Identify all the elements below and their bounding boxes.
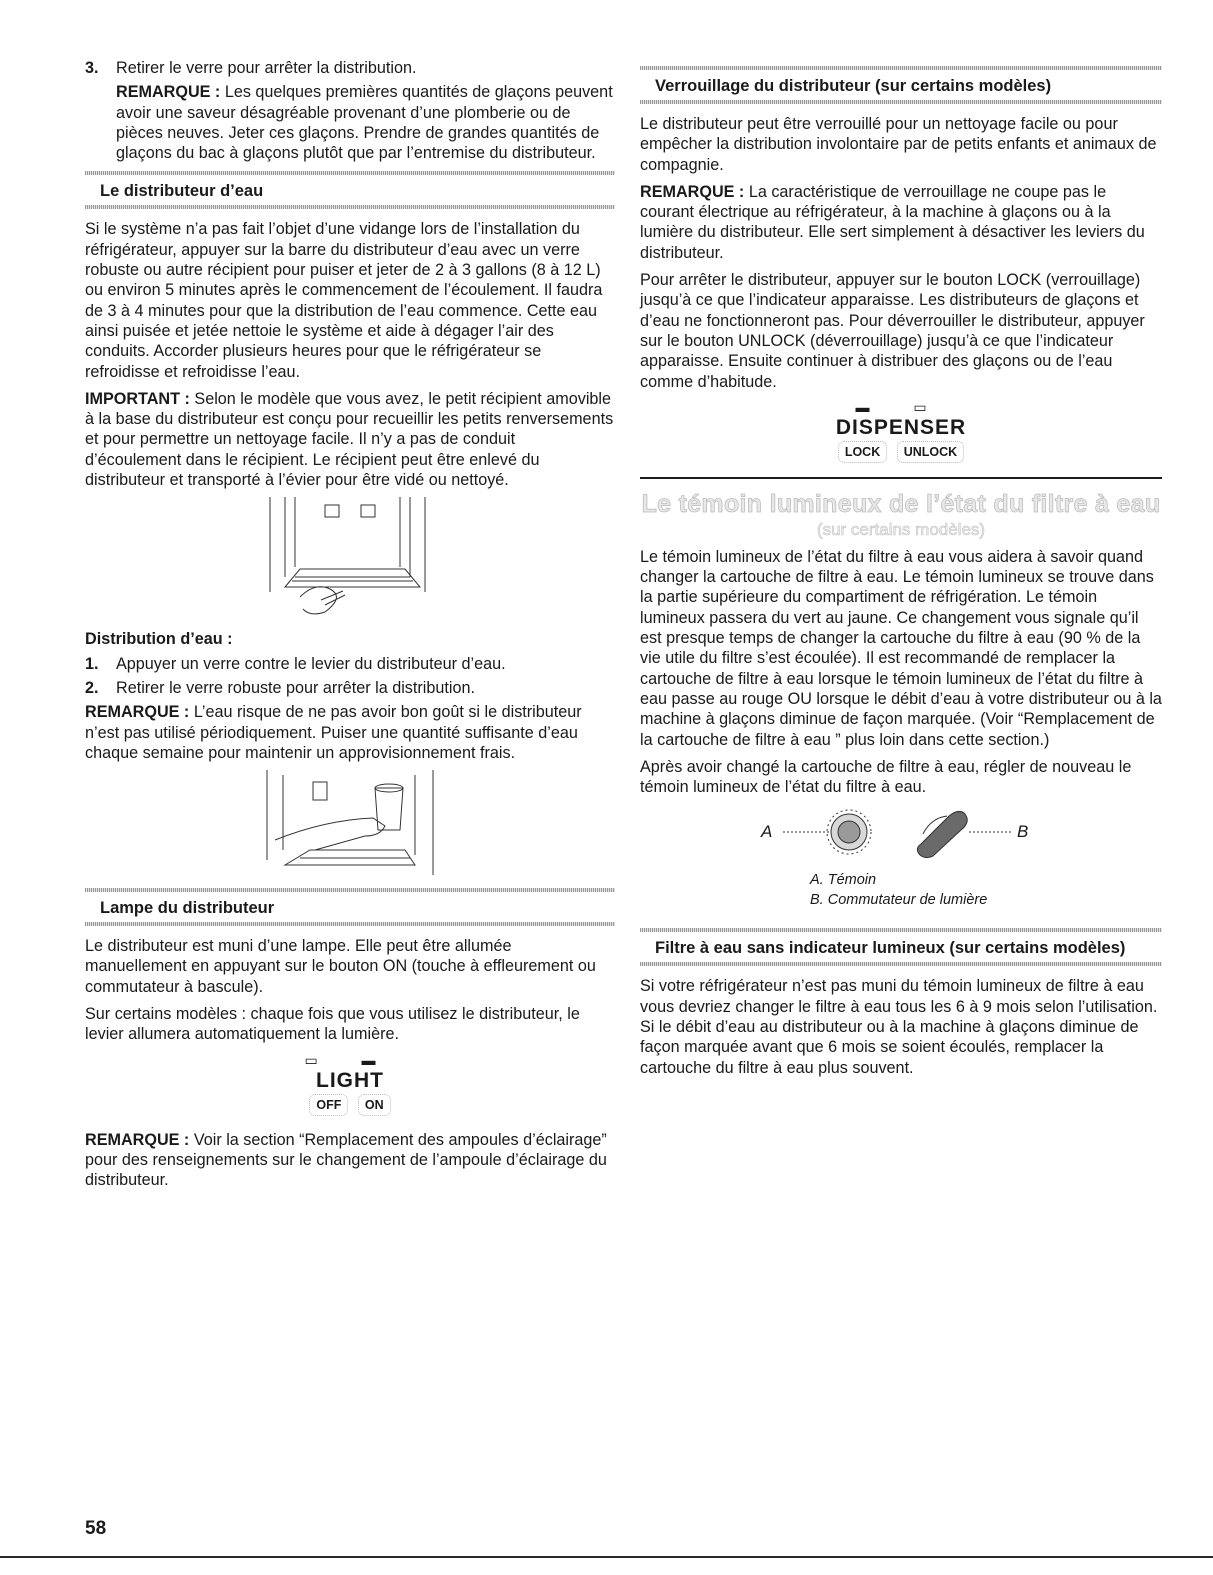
step-3: [85, 58, 615, 78]
step-text: Retirer le verre robuste pour arrêter la distribution.: [116, 678, 475, 697]
section-heading-no-indicator: [640, 928, 1162, 966]
heading-text: Le distributeur d’eau: [100, 182, 264, 201]
heading-text: Verrouillage du distributeur (sur certains modèles): [655, 77, 1052, 95]
note-label: REMARQUE :: [85, 703, 190, 722]
glass-dispensing-drawing: [255, 770, 445, 880]
heading-rule-bottom: [640, 100, 1162, 104]
section-heading-dispenser-lamp: [85, 888, 615, 926]
step-1: [85, 654, 615, 674]
indicator-switch-drawing: [761, 804, 1041, 864]
dispenser-label: DISPENSER: [835, 415, 967, 439]
lock-paragraph-2: Pour arrêter le distributeur, appuyer sur le bouton LOCK (verrouillage) jusqu’à ce que l’indicateur apparaisse. Les distributeurs de glaçons et d’eau ne fonctionneront pas. Pour déverrouiller le distributeur, appuyer sur le bouton UNLOCK (déverrouillage) jusqu’à ce que l’indicateur apparaisse. Ensuite continuer à distribuer des glaçons ou de l’eau comme d’habitude.: [640, 271, 1145, 391]
drip-tray-illustration: [255, 497, 445, 623]
indicator-marks: ▬ ▭: [855, 398, 947, 415]
filter-paragraph-2: Après avoir changé la cartouche de filtre à eau, régler de nouveau le témoin lumineux de l’état du filtre à eau.: [640, 757, 1132, 797]
note-label: REMARQUE :: [116, 83, 221, 102]
light-keys: [85, 1094, 615, 1116]
note-label: REMARQUE :: [640, 182, 745, 201]
note-water-taste: [85, 702, 615, 763]
step-number: 2.: [85, 678, 99, 697]
note-first-ice: [116, 82, 615, 163]
dispenser-control-panel: [640, 399, 1162, 463]
note-lamp-replacement: [85, 1130, 615, 1191]
lamp-paragraph-2: Sur certains modèles : chaque fois que vous utilisez le distributeur, le levier allumera automatiquement la lumière.: [85, 1005, 580, 1044]
step-text: Appuyer un verre contre le levier du distributeur d’eau.: [116, 654, 506, 673]
heading-rule-bottom: [85, 922, 615, 926]
light-off-button[interactable]: OFF: [309, 1094, 348, 1116]
indicator-marks: ▭ ▬: [304, 1051, 396, 1068]
light-label: LIGHT: [316, 1068, 384, 1092]
left-column: [85, 58, 615, 1198]
unlock-button[interactable]: UNLOCK: [897, 441, 964, 463]
figure-label-b: B: [1017, 822, 1029, 842]
step-number: 3.: [85, 59, 99, 77]
glass-dispensing-illustration: [255, 770, 445, 880]
distribution-heading: Distribution d’eau :: [85, 630, 233, 649]
important-text: Selon le modèle que vous avez, le petit récipient amovible à la base du distributeur est conçu pour recueillir les petits renversements et pour permettre un nettoyage facile. Il n’y a pas de conduit d’écoulement dans le récipient. Le récipient peut être enlevé du distributeur et transporté à l’évier pour être vidé ou nettoyé.: [85, 389, 614, 490]
figure-caption-a: A. Témoin: [810, 872, 877, 889]
figure-caption-b: B. Commutateur de lumière: [810, 892, 988, 909]
note-label: REMARQUE :: [85, 1130, 190, 1149]
right-column: [640, 58, 1162, 1085]
important-label: IMPORTANT :: [85, 389, 190, 408]
heading-text: Filtre à eau sans indicateur lumineux (sur certains modèles): [655, 939, 1126, 958]
dispenser-keys: [640, 441, 1162, 463]
distribution-heading-p: [85, 629, 615, 649]
footer-rule: [0, 1556, 1213, 1558]
section-heading-lock: [640, 66, 1162, 104]
important-note: [85, 389, 615, 490]
lock-button[interactable]: LOCK: [838, 441, 887, 463]
step-number: 1.: [85, 654, 99, 673]
water-paragraph: Si le système n’a pas fait l’objet d’une vidange lors de l’installation du réfrigérateur, appuyer sur la barre du distributeur d’eau avec un verre robuste ou autre récipient pour puiser et jeter de 2 à 3 gallons (8 à 12 L) ou environ 5 minutes après le commencement de l’écoulement. Il faudra de 3 à 4 minutes pour que la distribution de l’eau commence. Cette eau ainsi puisée et jetée nettoie le système et aide à dégager l’air des conduits. Accorder plusieurs heures pour que le réfrigérateur se refroidisse et refroidisse l’eau.: [85, 220, 603, 381]
step-2: [85, 678, 615, 698]
heading-rule-bottom: [85, 205, 615, 209]
lock-paragraph-1: Le distributeur peut être verrouillé pour un nettoyage facile ou pour empêcher la distribution involontaire par de petits enfants et animaux de compagnie.: [640, 115, 1157, 174]
light-control-panel: [85, 1052, 615, 1116]
note-text: Les quelques premières quantités de glaçons peuvent avoir une saveur désagréable provenant d’une plomberie ou de pièces neuves. Jeter ces glaçons. Prendre de grandes quantités de glaçons du bac à glaçons plutôt que par l’entremise du distributeur.: [116, 83, 613, 163]
note-text: La caractéristique de verrouillage ne coupe pas le courant électrique au réfrigérateur, à la machine à glaçons ou à la lumière du distributeur. Elle sert simplement à désactiver les leviers du distributeur.: [640, 182, 1145, 262]
note-text: Voir la section “Remplacement des ampoules d’éclairage” pour des renseignements sur le changement de l’ampoule d’éclairage du distributeur.: [85, 1130, 607, 1190]
filter-status-subtitle: (sur certains modèles): [816, 519, 986, 539]
filter-indicator-illustration: [761, 804, 1041, 864]
light-on-button[interactable]: ON: [358, 1094, 391, 1116]
section-heading-water-dispenser: [85, 171, 615, 209]
section-divider: [640, 477, 1162, 479]
no-indicator-paragraph: Si votre réfrigérateur n’est pas muni du témoin lumineux de filtre à eau vous devriez changer le filtre à eau tous les 6 à 9 mois selon l’utilisation. Si le débit d’eau au distributeur ou à la machine à glaçons diminue de façon marquée avant que 6 mois se soient écoulés, remplacer la cartouche du filtre à eau plus souvent.: [640, 977, 1158, 1077]
drip-tray-drawing: [255, 497, 445, 623]
note-text: L’eau risque de ne pas avoir bon goût si le distributeur n’est pas utilisé périodiquement. Puiser une quantité suffisante d’eau chaque semaine pour maintenir un approvisionnement frais.: [85, 703, 582, 762]
figure-label-a: A: [761, 822, 773, 842]
note-lock-power: [640, 182, 1162, 263]
filter-status-title: Le témoin lumineux de l’état du filtre à eau: [641, 489, 1161, 518]
lamp-paragraph-1: Le distributeur est muni d’une lampe. Elle peut être allumée manuellement en appuyant sur le bouton ON (touche à effleurement ou commutateur à bascule).: [85, 937, 596, 996]
step-text: Retirer le verre pour arrêter la distribution.: [116, 59, 417, 77]
filter-paragraph-1: Le témoin lumineux de l’état du filtre à eau vous aidera à savoir quand changer la cartouche de filtre à eau. Le témoin lumineux se trouve dans la partie supérieure du compartiment de réfrigération. Le témoin lumineux passera du vert au jaune. Ce changement vous signale qu’il est presque temps de changer la cartouche du filtre à eau (90 % de la vie utile du filtre s’est écoulée). Il est recommandé de remplacer la cartouche de filtre à eau lorsque le témoin lumineux de l’état du filtre à eau passe au rouge OU lorsque le débit d’eau à votre distributeur ou à la machine à glaçons diminue de façon marquée. (Voir “Remplacement de la cartouche de filtre à eau ” plus loin dans cette section.): [640, 547, 1162, 749]
page-number: 58: [85, 1518, 107, 1539]
heading-rule-bottom: [640, 962, 1162, 966]
heading-text: Lampe du distributeur: [100, 899, 275, 918]
